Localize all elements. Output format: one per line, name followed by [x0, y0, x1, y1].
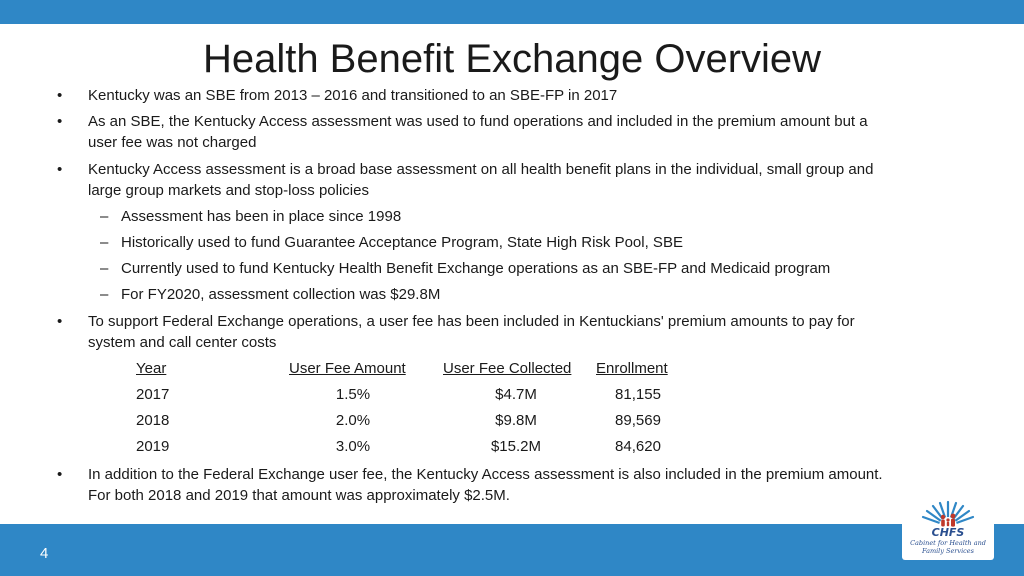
table-cell-enrollment: 81,155 — [615, 386, 661, 403]
chfs-logo — [902, 496, 994, 560]
bullet-marker: • — [57, 113, 63, 130]
subbullet-text: Currently used to fund Kentucky Health Benefit Exchange operations as an SBE-FP and Medicaid program — [121, 260, 831, 277]
bullet-text-continued: large group markets and stop-loss policies — [88, 182, 369, 199]
logo-subtitle — [902, 539, 994, 555]
bullet-text: As an SBE, the Kentucky Access assessment was used to fund operations and included in the premium amount but a — [88, 113, 868, 130]
subbullet-marker: – — [100, 234, 109, 251]
bullet-text: In addition to the Federal Exchange user fee, the Kentucky Access assessment is also included in the premium amount. — [88, 466, 883, 483]
subbullet-marker: – — [100, 260, 109, 277]
bullet-text-continued: system and call center costs — [88, 334, 277, 351]
bullet-text: Kentucky Access assessment is a broad base assessment on all health benefit plans in the individual, small group and — [88, 161, 874, 178]
table-cell-year: 2017 — [136, 386, 170, 403]
chfs-sunburst-icon — [902, 496, 994, 530]
slide-number: 4 — [40, 545, 49, 562]
bullet-text-continued: user fee was not charged — [88, 134, 257, 151]
table-cell-enrollment: 84,620 — [615, 438, 661, 455]
table-header-year: Year — [136, 360, 167, 377]
table-header-user-fee-amount: User Fee Amount — [289, 360, 406, 377]
table-cell-fee-collected: $15.2M — [490, 438, 542, 455]
table-cell-year: 2018 — [136, 412, 170, 429]
subbullet-marker: – — [100, 208, 109, 225]
logo-name: CHFS — [931, 526, 965, 539]
table-cell-fee-amount: 1.5% — [335, 386, 371, 403]
slide-title: Health Benefit Exchange Overview — [202, 37, 822, 81]
bullet-marker: • — [57, 313, 63, 330]
subbullet-text: Assessment has been in place since 1998 — [121, 208, 402, 225]
table-header-enrollment: Enrollment — [596, 360, 668, 377]
table-header-user-fee-collected: User Fee Collected — [443, 360, 572, 377]
table-cell-fee-amount: 2.0% — [335, 412, 371, 429]
logo-subtitle-line-2: Family Services — [922, 547, 974, 555]
table-cell-fee-collected: $9.8M — [495, 412, 537, 429]
logo-subtitle-line-1: Cabinet for Health and — [910, 539, 986, 547]
subbullet-text: For FY2020, assessment collection was $29.8M — [121, 286, 441, 303]
subbullet-marker: – — [100, 286, 109, 303]
bullet-marker: • — [57, 466, 63, 483]
table-cell-fee-amount: 3.0% — [335, 438, 371, 455]
table-cell-fee-collected: $4.7M — [495, 386, 537, 403]
bottom-footer-bar — [0, 524, 1024, 576]
table-cell-enrollment: 89,569 — [615, 412, 661, 429]
subbullet-text: Historically used to fund Guarantee Acceptance Program, State High Risk Pool, SBE — [121, 234, 683, 251]
bullet-marker: • — [57, 87, 63, 104]
bullet-text: To support Federal Exchange operations, a user fee has been included in Kentuckians' premium amounts to pay for — [88, 313, 855, 330]
bullet-marker: • — [57, 161, 63, 178]
top-banner-bar — [0, 0, 1024, 24]
bullet-text-continued: For both 2018 and 2019 that amount was approximately $2.5M. — [88, 487, 510, 504]
bullet-text: Kentucky was an SBE from 2013 – 2016 and transitioned to an SBE-FP in 2017 — [88, 87, 618, 104]
table-cell-year: 2019 — [136, 438, 170, 455]
